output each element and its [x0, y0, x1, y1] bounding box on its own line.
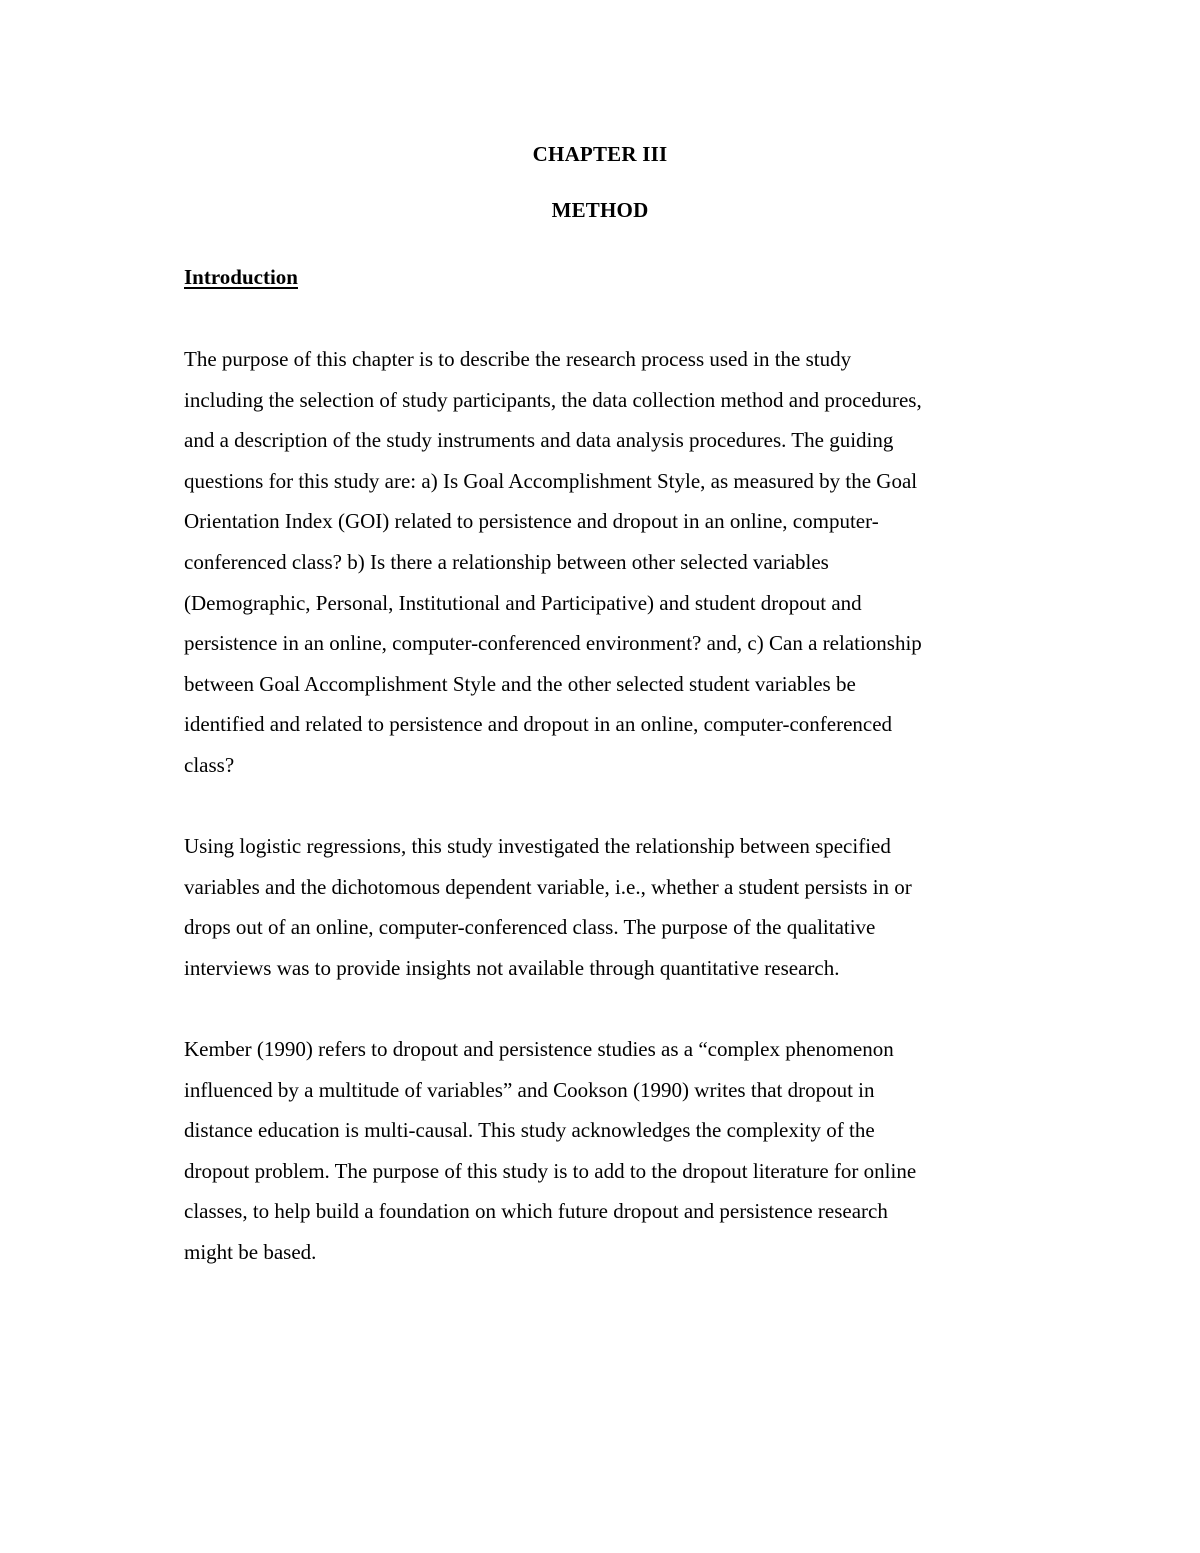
paragraph-line: persistence in an online, computer-conferenced environment? and, c) Can a relationship — [184, 631, 922, 656]
paragraph-line: Orientation Index (GOI) related to persistence and dropout in an online, computer- — [184, 509, 879, 534]
paragraph-line: and a description of the study instruments and data analysis procedures. The guiding — [184, 428, 894, 453]
method-heading: METHOD — [551, 198, 649, 222]
chapter-heading: CHAPTER III — [532, 142, 668, 166]
paragraph-line: questions for this study are: a) Is Goal Accomplishment Style, as measured by the Goal — [184, 468, 918, 493]
paragraph-line: classes, to help build a foundation on which future dropout and persistence research — [184, 1199, 888, 1224]
paragraph-line: between Goal Accomplishment Style and the other selected student variables be — [184, 671, 856, 696]
paragraph-line: variables and the dichotomous dependent variable, i.e., whether a student persists in or — [184, 874, 912, 899]
paragraph-line: Kember (1990) refers to dropout and persistence studies as a “complex phenomenon — [184, 1037, 894, 1061]
paragraph-line: distance education is multi-causal. This study acknowledges the complexity of the — [184, 1118, 875, 1143]
paragraph-line: conferenced class? b) Is there a relationship between other selected variables — [184, 549, 829, 574]
paragraph-line: identified and related to persistence and dropout in an online, computer-conferenced — [184, 712, 893, 737]
paragraph-line: The purpose of this chapter is to describe the research process used in the study — [184, 347, 852, 371]
paragraph-line: interviews was to provide insights not available through quantitative research. — [184, 955, 840, 980]
paragraph-line: might be based. — [184, 1239, 317, 1264]
complexity-paragraph — [184, 1029, 1024, 1273]
paragraph-line: drops out of an online, computer-conferenced class. The purpose of the qualitative — [184, 915, 876, 940]
paragraph-line: influenced by a multitude of variables” and Cookson (1990) writes that dropout in — [184, 1077, 875, 1102]
paragraph-line: dropout problem. The purpose of this study is to add to the dropout literature for online — [184, 1158, 917, 1183]
purpose-paragraph — [184, 339, 1024, 786]
paragraph-line: class? — [184, 752, 235, 777]
introduction-heading: Introduction — [184, 265, 298, 289]
paragraph-line: (Demographic, Personal, Institutional and Participative) and student dropout and — [184, 590, 862, 615]
paragraph-line: Using logistic regressions, this study investigated the relationship between specified — [184, 834, 891, 858]
paragraph-line: including the selection of study participants, the data collection method and procedures, — [184, 387, 922, 412]
logistic-regression-paragraph — [184, 826, 1024, 988]
